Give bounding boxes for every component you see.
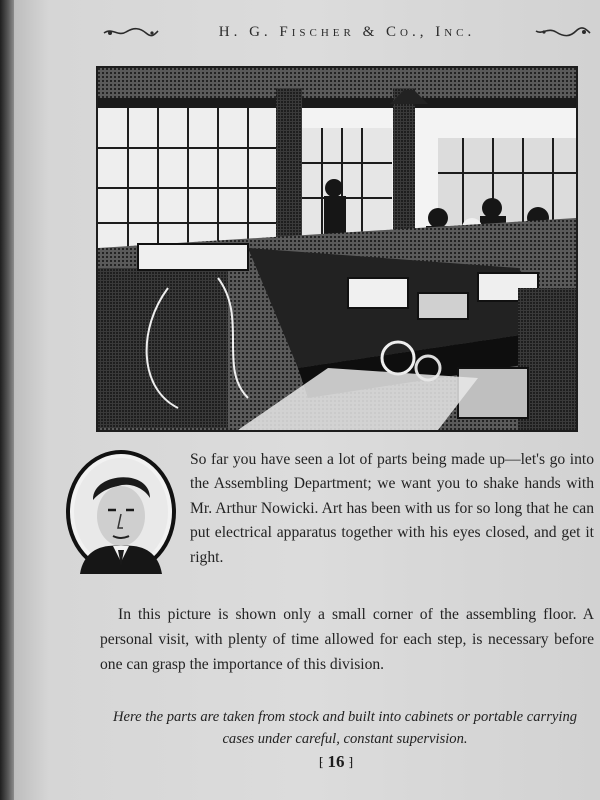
- assembling-floor-paragraph: In this picture is shown only a small corner of the assembling floor. A personal visit, with plenty of time allowed for each step, is necessary before one can grasp the importance of this division.: [100, 606, 594, 673]
- arthur-nowicki-portrait: [66, 450, 176, 574]
- right-bracket-ornament-icon: ⁆: [348, 754, 354, 769]
- page-header: [102, 20, 592, 44]
- intro-paragraph: So far you have seen a lot of parts being made up—let's go into the Assembling Department; we want you to shake hands with Mr. Arthur Nowicki. Art has been with us for so long that he can put electrical apparatus together with his eyes closed, and get it right.: [190, 451, 594, 566]
- photo-caption: Here the parts are taken from stock and built into cabinets or portable carrying cases under careful, constant supervision.: [112, 709, 578, 747]
- page-number: 16: [327, 752, 345, 771]
- left-bracket-ornament-icon: ⁅: [318, 754, 324, 769]
- page-number-footer: [306, 750, 366, 774]
- flourish-left-icon: [102, 25, 160, 39]
- document-page: [14, 0, 600, 800]
- book-spine-shadow: [0, 0, 14, 800]
- flourish-right-icon: [534, 25, 592, 39]
- assembling-floor-photo: [96, 66, 578, 432]
- company-name-header: H. G. Fischer & Co., Inc.: [218, 23, 476, 40]
